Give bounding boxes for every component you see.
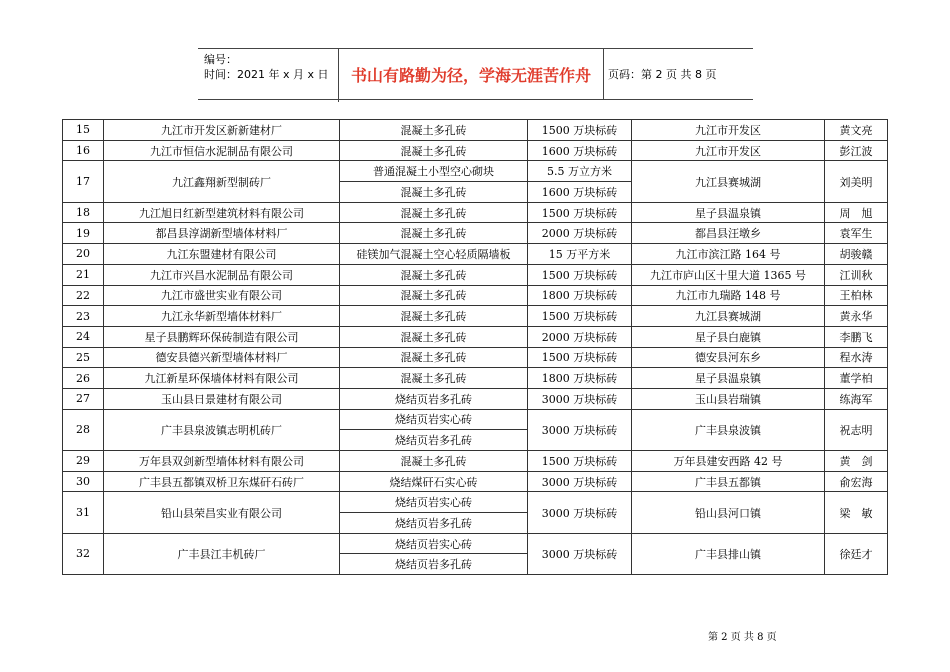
row-number: 32 xyxy=(63,533,104,574)
enterprise-name: 德安县德兴新型墙体材料厂 xyxy=(104,347,340,368)
contact-person: 黄文亮 xyxy=(825,120,888,141)
row-number: 21 xyxy=(63,264,104,285)
location: 都昌县汪墩乡 xyxy=(632,223,825,244)
enterprise-name: 九江永华新型墙体材料厂 xyxy=(104,306,340,327)
capacity: 2000 万块标砖 xyxy=(528,223,632,244)
product-name: 烧结煤矸石实心砖 xyxy=(340,471,528,492)
location: 九江县赛城湖 xyxy=(632,161,825,202)
capacity: 15 万平方米 xyxy=(528,244,632,265)
contact-person: 李鹏飞 xyxy=(825,326,888,347)
enterprise-name: 九江东盟建材有限公司 xyxy=(104,244,340,265)
product-name: 混凝土多孔砖 xyxy=(340,223,528,244)
product-name: 硅镁加气混凝土空心轻质隔墙板 xyxy=(340,244,528,265)
enterprise-name: 九江市恒信水泥制品有限公司 xyxy=(104,140,340,161)
header-page-label: 页码：第 2 页 共 8 页 xyxy=(608,68,717,81)
enterprise-name: 玉山县日景建材有限公司 xyxy=(104,388,340,409)
table-row xyxy=(63,533,888,554)
contact-person: 徐廷才 xyxy=(825,533,888,574)
product-name: 烧结页岩多孔砖 xyxy=(340,513,528,534)
location: 星子县温泉镇 xyxy=(632,202,825,223)
location: 九江市庐山区十里大道 1365 号 xyxy=(632,264,825,285)
location: 九江市滨江路 164 号 xyxy=(632,244,825,265)
table-row xyxy=(63,202,888,223)
enterprise-name: 广丰县泉波镇志明机砖厂 xyxy=(104,409,340,450)
capacity: 1800 万块标砖 xyxy=(528,285,632,306)
row-number: 22 xyxy=(63,285,104,306)
document-number-label: 编号： xyxy=(204,53,237,66)
contact-person: 黄永华 xyxy=(825,306,888,327)
capacity: 1500 万块标砖 xyxy=(528,347,632,368)
table-row xyxy=(63,326,888,347)
capacity: 1500 万块标砖 xyxy=(528,120,632,141)
enterprise-name: 九江新星环保墙体材料有限公司 xyxy=(104,368,340,389)
capacity: 1500 万块标砖 xyxy=(528,306,632,327)
product-name: 混凝土多孔砖 xyxy=(340,326,528,347)
row-number: 23 xyxy=(63,306,104,327)
table-row xyxy=(63,388,888,409)
row-number: 30 xyxy=(63,471,104,492)
contact-person: 梁 敏 xyxy=(825,492,888,533)
table-row xyxy=(63,264,888,285)
contact-person: 彭江波 xyxy=(825,140,888,161)
product-name: 烧结页岩多孔砖 xyxy=(340,388,528,409)
row-number: 29 xyxy=(63,451,104,472)
location: 广丰县五都镇 xyxy=(632,471,825,492)
location: 铅山县河口镇 xyxy=(632,492,825,533)
capacity: 3000 万块标砖 xyxy=(528,388,632,409)
location: 广丰县排山镇 xyxy=(632,533,825,574)
location: 星子县白鹿镇 xyxy=(632,326,825,347)
product-name: 烧结页岩实心砖 xyxy=(340,492,528,513)
table-row xyxy=(63,409,888,430)
capacity: 1500 万块标砖 xyxy=(528,202,632,223)
row-number: 17 xyxy=(63,161,104,202)
location: 九江市九瑞路 148 号 xyxy=(632,285,825,306)
product-name: 混凝土多孔砖 xyxy=(340,368,528,389)
enterprise-name: 九江鑫翔新型制砖厂 xyxy=(104,161,340,202)
product-name: 烧结页岩实心砖 xyxy=(340,533,528,554)
table-row xyxy=(63,306,888,327)
table-row xyxy=(63,244,888,265)
contact-person: 练海军 xyxy=(825,388,888,409)
capacity: 1500 万块标砖 xyxy=(528,264,632,285)
table-row xyxy=(63,161,888,182)
row-number: 18 xyxy=(63,202,104,223)
table-row xyxy=(63,223,888,244)
product-name: 烧结页岩实心砖 xyxy=(340,409,528,430)
row-number: 27 xyxy=(63,388,104,409)
page-header xyxy=(198,48,753,100)
table-row xyxy=(63,347,888,368)
contact-person: 黄 剑 xyxy=(825,451,888,472)
enterprise-name: 广丰县五都镇双桥卫东煤矸石砖厂 xyxy=(104,471,340,492)
enterprise-name: 九江旭日红新型建筑材料有限公司 xyxy=(104,202,340,223)
enterprise-name: 铅山县荣昌实业有限公司 xyxy=(104,492,340,533)
location: 星子县温泉镇 xyxy=(632,368,825,389)
product-name: 普通混凝土小型空心砌块 xyxy=(340,161,528,182)
location: 九江县赛城湖 xyxy=(632,306,825,327)
contact-person: 程水涛 xyxy=(825,347,888,368)
capacity: 1600 万块标砖 xyxy=(528,182,632,203)
product-name: 混凝土多孔砖 xyxy=(340,182,528,203)
table-row xyxy=(63,140,888,161)
capacity: 1500 万块标砖 xyxy=(528,451,632,472)
page-footer: 第 2 页 共 8 页 xyxy=(708,632,777,643)
capacity: 3000 万块标砖 xyxy=(528,471,632,492)
enterprise-name: 都昌县淳湖新型墙体材料厂 xyxy=(104,223,340,244)
product-name: 烧结页岩多孔砖 xyxy=(340,430,528,451)
contact-person: 江训秋 xyxy=(825,264,888,285)
capacity: 5.5 万立方米 xyxy=(528,161,632,182)
location: 九江市开发区 xyxy=(632,140,825,161)
contact-person: 周 旭 xyxy=(825,202,888,223)
row-number: 16 xyxy=(63,140,104,161)
row-number: 28 xyxy=(63,409,104,450)
product-name: 混凝土多孔砖 xyxy=(340,347,528,368)
product-name: 混凝土多孔砖 xyxy=(340,202,528,223)
row-number: 19 xyxy=(63,223,104,244)
header-slogan: 书山有路勤为径，学海无涯苦作舟 xyxy=(339,49,604,99)
product-name: 混凝土多孔砖 xyxy=(340,451,528,472)
capacity: 3000 万块标砖 xyxy=(528,533,632,574)
product-name: 混凝土多孔砖 xyxy=(340,306,528,327)
location: 广丰县泉波镇 xyxy=(632,409,825,450)
contact-person: 董学柏 xyxy=(825,368,888,389)
contact-person: 袁军生 xyxy=(825,223,888,244)
contact-person: 胡骏赣 xyxy=(825,244,888,265)
row-number: 31 xyxy=(63,492,104,533)
table-row xyxy=(63,285,888,306)
table-row xyxy=(63,120,888,141)
contact-person: 祝志明 xyxy=(825,409,888,450)
row-number: 15 xyxy=(63,120,104,141)
contact-person: 王柏林 xyxy=(825,285,888,306)
product-name: 烧结页岩多孔砖 xyxy=(340,554,528,575)
table-row xyxy=(63,471,888,492)
enterprise-name: 广丰县江丰机砖厂 xyxy=(104,533,340,574)
table-row xyxy=(63,492,888,513)
contact-person: 俞宏海 xyxy=(825,471,888,492)
enterprise-table xyxy=(62,119,888,575)
location: 万年县建安西路 42 号 xyxy=(632,451,825,472)
capacity: 2000 万块标砖 xyxy=(528,326,632,347)
enterprise-name: 万年县双剑新型墙体材料有限公司 xyxy=(104,451,340,472)
contact-person: 刘美明 xyxy=(825,161,888,202)
enterprise-name: 星子县鹏辉环保砖制造有限公司 xyxy=(104,326,340,347)
enterprise-name: 九江市兴昌水泥制品有限公司 xyxy=(104,264,340,285)
row-number: 26 xyxy=(63,368,104,389)
enterprise-name: 九江市盛世实业有限公司 xyxy=(104,285,340,306)
product-name: 混凝土多孔砖 xyxy=(340,285,528,306)
document-time-label: 时间：2021 年 x 月 x 日 xyxy=(204,68,329,81)
enterprise-name: 九江市开发区新新建材厂 xyxy=(104,120,340,141)
header-meta xyxy=(198,49,339,102)
row-number: 25 xyxy=(63,347,104,368)
table-row xyxy=(63,368,888,389)
product-name: 混凝土多孔砖 xyxy=(340,264,528,285)
location: 九江市开发区 xyxy=(632,120,825,141)
table-row xyxy=(63,451,888,472)
location: 德安县河东乡 xyxy=(632,347,825,368)
row-number: 24 xyxy=(63,326,104,347)
product-name: 混凝土多孔砖 xyxy=(340,140,528,161)
row-number: 20 xyxy=(63,244,104,265)
capacity: 3000 万块标砖 xyxy=(528,492,632,533)
location: 玉山县岩瑞镇 xyxy=(632,388,825,409)
capacity: 3000 万块标砖 xyxy=(528,409,632,450)
capacity: 1600 万块标砖 xyxy=(528,140,632,161)
product-name: 混凝土多孔砖 xyxy=(340,120,528,141)
capacity: 1800 万块标砖 xyxy=(528,368,632,389)
